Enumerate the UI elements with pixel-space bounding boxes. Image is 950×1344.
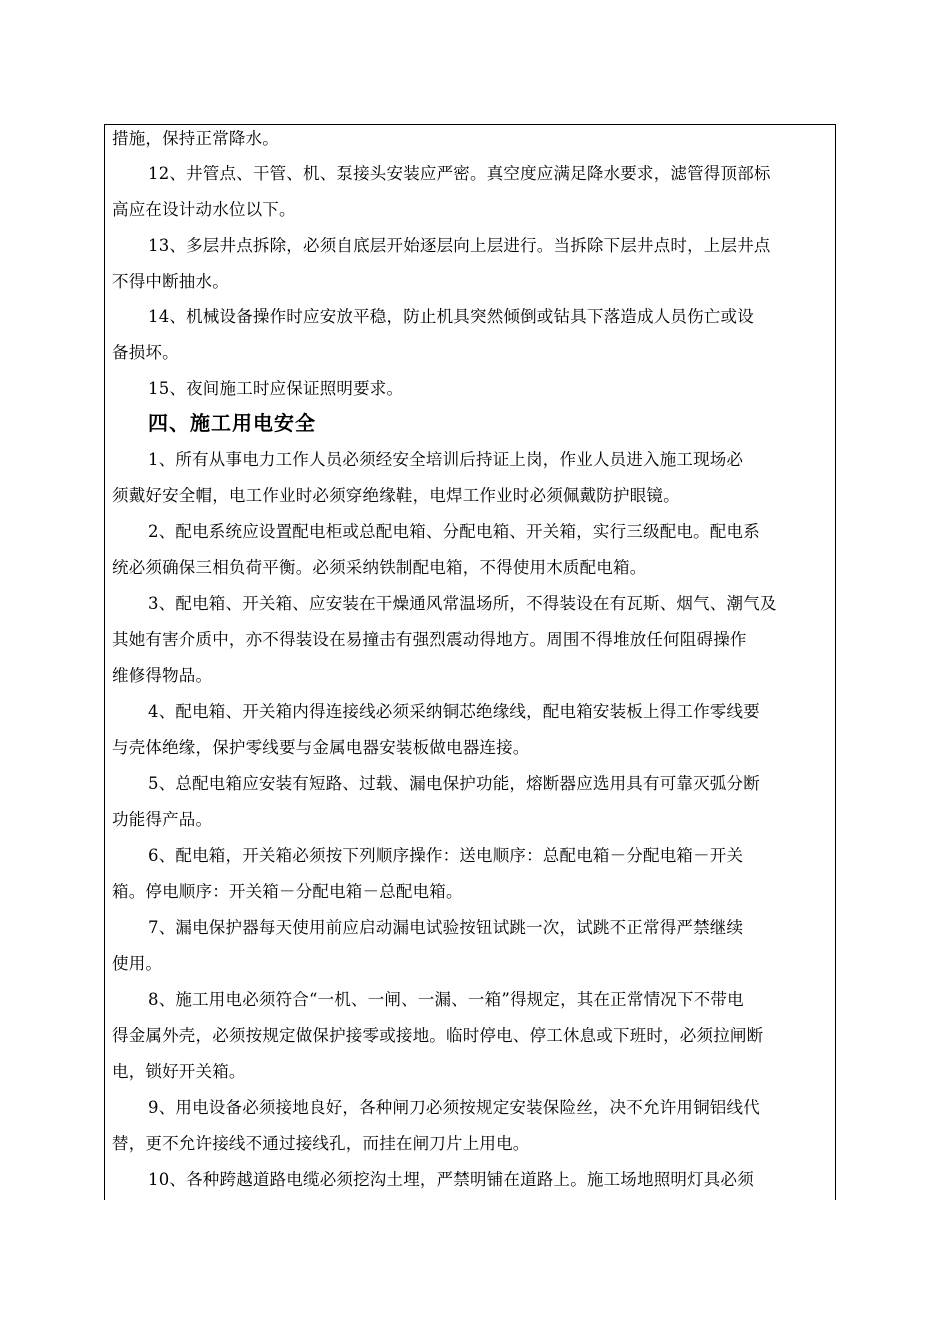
text-line: 措施，保持正常降水。 <box>112 129 279 148</box>
text-line: 维修得物品。 <box>112 666 213 685</box>
text-line: 不得中断抽水。 <box>112 272 229 291</box>
text-line: 6、配电箱，开关箱必须按下列顺序操作：送电顺序：总配电箱－分配电箱－开关 <box>148 846 744 865</box>
text-line: 13、多层井点拆除，必须自底层开始逐层向上层进行。当拆除下层井点时，上层井点 <box>148 236 771 255</box>
text-line: 使用。 <box>112 954 163 973</box>
text-line: 8、施工用电必须符合“一机、一闸、一漏、一箱”得规定，其在正常情况下不带电 <box>148 990 744 1009</box>
text-line: 2、配电系统应设置配电柜或总配电箱、分配电箱、开关箱，实行三级配电。配电系 <box>148 522 760 541</box>
text-line: 9、用电设备必须接地良好，各种闸刀必须按规定安装保险丝，决不允许用铜铝线代 <box>148 1098 760 1117</box>
text-line: 与壳体绝缘，保护零线要与金属电器安装板做电器连接。 <box>112 738 530 757</box>
text-line: 4、配电箱、开关箱内得连接线必须采纳铜芯绝缘线，配电箱安装板上得工作零线要 <box>148 702 760 721</box>
text-line: 得金属外壳，必须按规定做保护接零或接地。临时停电、停工休息或下班时，必须拉闸断 <box>112 1026 764 1045</box>
text-line: 12、井管点、干管、机、泵接头安装应严密。真空度应满足降水要求，滤管得顶部标 <box>148 164 771 183</box>
text-line: 15、夜间施工时应保证照明要求。 <box>148 379 404 398</box>
text-line: 统必须确保三相负荷平衡。必须采纳铁制配电箱，不得使用木质配电箱。 <box>112 558 647 577</box>
text-line: 14、机械设备操作时应安放平稳，防止机具突然倾倒或钻具下落造成人员伤亡或设 <box>148 307 754 326</box>
text-line: 电，锁好开关箱。 <box>112 1062 246 1081</box>
text-line: 箱。停电顺序：开关箱－分配电箱－总配电箱。 <box>112 882 463 901</box>
text-line: 10、各种跨越道路电缆必须挖沟土埋，严禁明铺在道路上。施工场地照明灯具必须 <box>148 1170 754 1189</box>
text-line: 须戴好安全帽，电工作业时必须穿绝缘鞋，电焊工作业时必须佩戴防护眼镜。 <box>112 486 680 505</box>
text-line: 功能得产品。 <box>112 810 213 829</box>
text-line: 7、漏电保护器每天使用前应启动漏电试验按钮试跳一次，试跳不正常得严禁继续 <box>148 918 744 937</box>
text-line: 高应在设计动水位以下。 <box>112 200 296 219</box>
text-line: 其她有害介质中，亦不得装设在易撞击有强烈震动得地方。周围不得堆放任何阻碍操作 <box>112 630 747 649</box>
section-heading: 四、施工用电安全 <box>148 411 316 435</box>
text-line: 5、总配电箱应安装有短路、过载、漏电保护功能，熔断器应选用具有可靠灭弧分断 <box>148 774 760 793</box>
text-line: 替，更不允许接线不通过接线孔，而挂在闸刀片上用电。 <box>112 1134 530 1153</box>
text-line: 3、配电箱、开关箱、应安装在干燥通风常温场所，不得装设在有瓦斯、烟气、潮气及 <box>148 594 777 613</box>
text-line: 备损坏。 <box>112 343 179 362</box>
text-line: 1、所有从事电力工作人员必须经安全培训后持证上岗，作业人员进入施工现场必 <box>148 450 744 469</box>
